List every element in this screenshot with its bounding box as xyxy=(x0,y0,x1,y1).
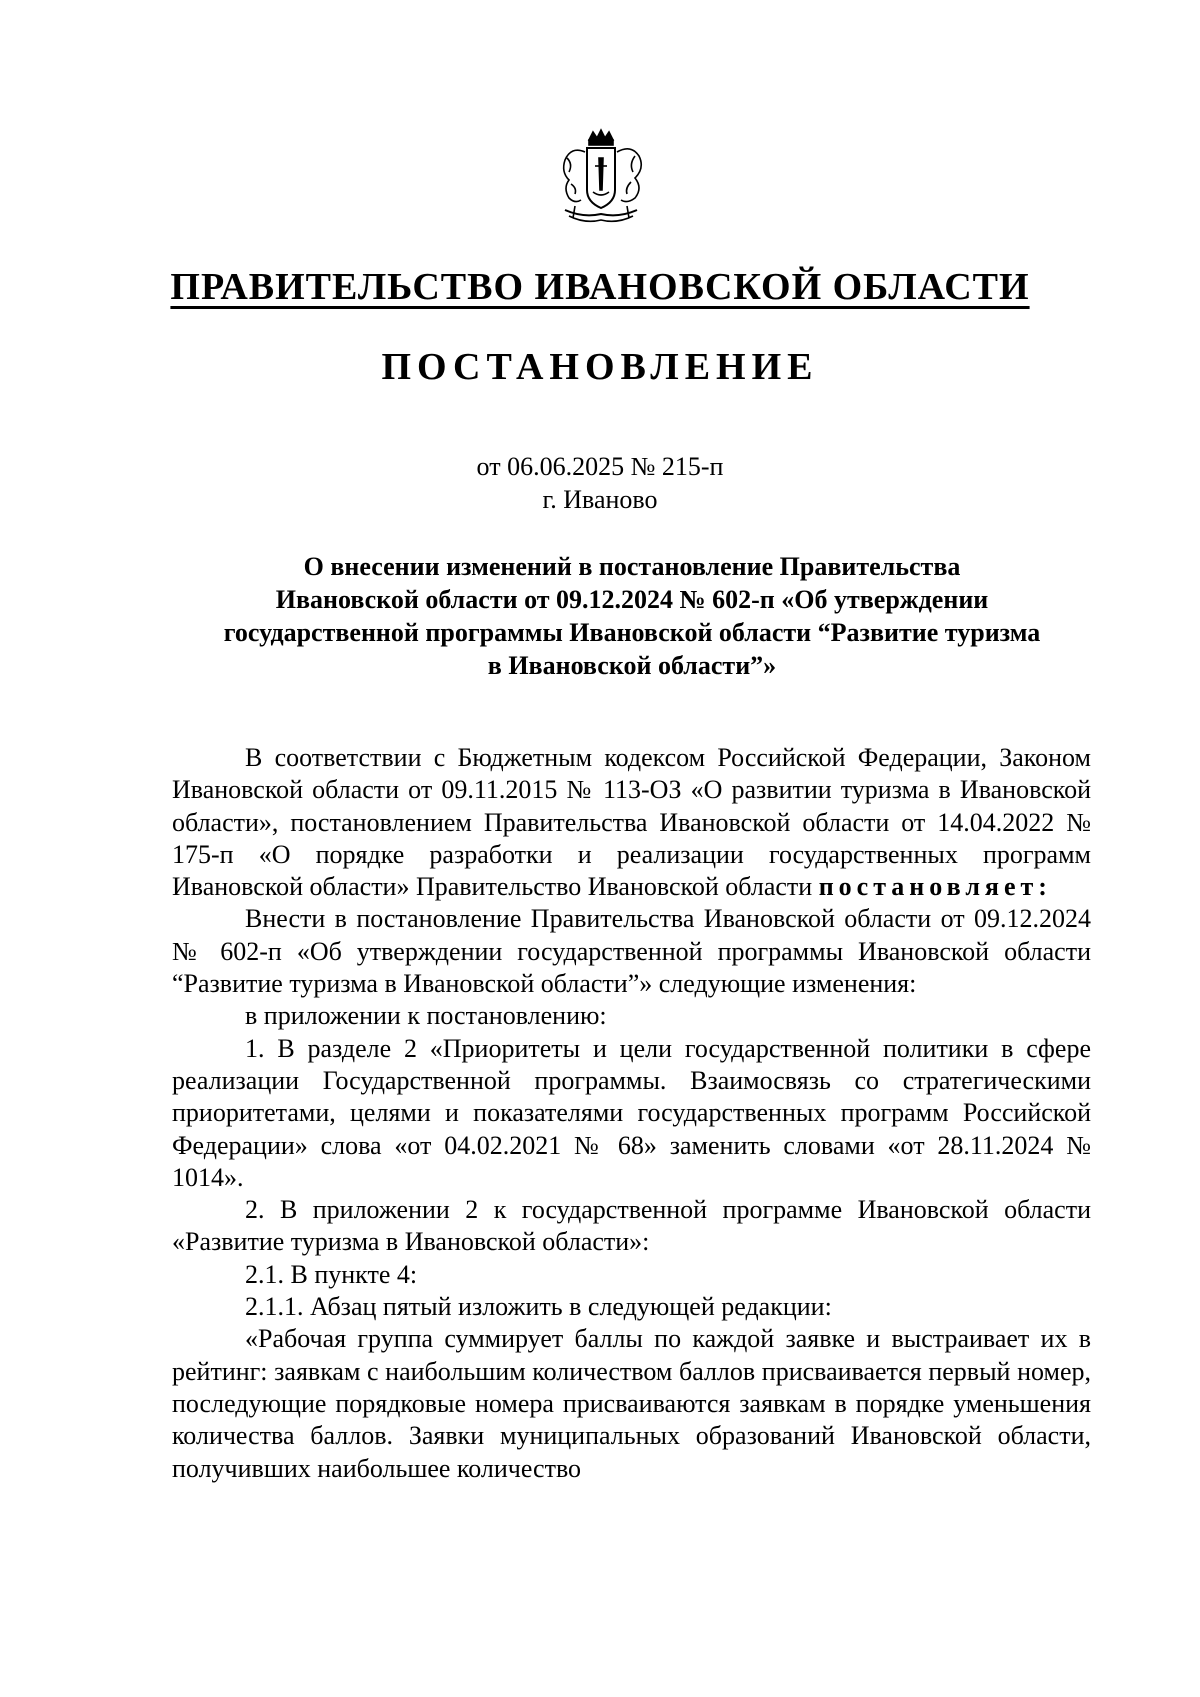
body-paragraph: 2. В приложении 2 к государственной программе Ивановской области «Развитие туризма в Ивановской области»: xyxy=(172,1195,1091,1257)
subject-line: Ивановской области от 09.12.2024 № 602-п «Об утверждении xyxy=(275,585,989,614)
body-paragraph: «Рабочая группа суммирует баллы по каждой заявке и выстраивает их в рейтинг: заявкам с наибольшим количеством баллов присваивается первый номер, последующие порядковые номера присваиваются заявкам в порядке уменьшения количества баллов. Заявки муниципальных образований Ивановской области, получивших наибольшее количество xyxy=(172,1324,1091,1483)
document-city: г. Иваново xyxy=(542,485,658,514)
government-title-text: ПРАВИТЕЛЬСТВО ИВАНОВСКОЙ ОБЛАСТИ xyxy=(170,266,1030,308)
body-paragraph: Внести в постановление Правительства Ивановской области от 09.12.2024 № 602-п «Об утверждении государственной программы Ивановской области “Развитие туризма в Ивановской области”» следующие изменения: xyxy=(172,904,1091,999)
government-title xyxy=(0,265,1200,309)
body-paragraph: 2.1.1. Абзац пятый изложить в следующей редакции: xyxy=(245,1292,832,1322)
preamble-text: В соответствии с Бюджетным кодексом Российской Федерации, Законом Ивановской области от 09.11.2015 № 113-ОЗ «О развитии туризма в Ивановской области», постановлением Правительства Ивановской области от 14.04.2022 № 175-п «О порядке разработки и реализации государственных программ Ивановской области» Правительство Ивановской области xyxy=(172,743,1091,902)
ivanovo-coat-of-arms-icon xyxy=(555,128,647,228)
decree-keyword: постановляет: xyxy=(818,872,1052,902)
body-paragraph xyxy=(172,742,1091,903)
subject-line: государственной программы Ивановской области “Развитие туризма xyxy=(223,618,1041,647)
body-paragraph: в приложении к постановлению: xyxy=(245,1001,607,1031)
body-paragraph: 2.1. В пункте 4: xyxy=(245,1259,418,1289)
subject-line: в Ивановской области”» xyxy=(487,651,777,680)
document-type-heading: ПОСТАНОВЛЕНИЕ xyxy=(381,346,819,388)
subject-line: О внесении изменений в постановление Правительства xyxy=(303,552,961,581)
document-body xyxy=(172,742,1091,1485)
document-date-number: от 06.06.2025 № 215-п xyxy=(476,452,724,481)
document-subject xyxy=(172,550,1092,682)
body-paragraph: 1. В разделе 2 «Приоритеты и цели государственной политики в сфере реализации Государственной программы. Взаимосвязь со стратегическими приоритетами, целями и показателями государственных программ Российской Федерации» слова «от 04.02.2021 № 68» заменить словами «от 28.11.2024 № 1014». xyxy=(172,1033,1091,1192)
